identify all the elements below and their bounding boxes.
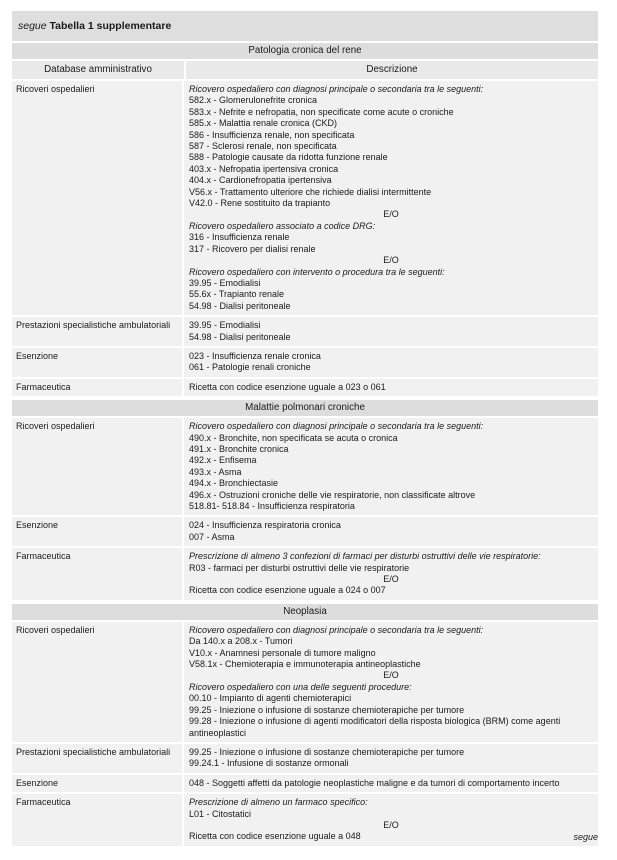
database-cell: Farmaceutica — [12, 548, 184, 600]
description-line: 99.25 - Iniezione o infusione di sostanze chemioterapiche per tumore — [189, 704, 465, 715]
column-header-description: Descrizione — [366, 64, 418, 75]
description-line: L01 - Citostatici — [189, 808, 252, 819]
description-line: Ricovero ospedaliero con diagnosi principale o secondaria tra le seguenti: — [189, 421, 484, 432]
description-line: 588 - Patologie causate da ridotta funzione renale — [189, 152, 388, 163]
description-line: V42.0 - Rene sostituito da trapianto — [189, 198, 331, 209]
description-line: 99.24.1 - Infusione di sostanze ormonali — [189, 758, 349, 769]
description-line: Ricetta con codice esenzione uguale a 024 o 007 — [189, 585, 386, 596]
description-cell — [184, 622, 598, 742]
database-cell: Ricoveri ospedalieri — [12, 418, 184, 515]
table-row — [12, 794, 598, 848]
description-line: 403.x - Nefropatia ipertensiva cronica — [189, 163, 339, 174]
description-line: 587 - Sclerosi renale, non specificata — [189, 141, 337, 152]
description-cell — [184, 744, 598, 773]
description-line: E/O — [383, 819, 399, 830]
database-cell: Esenzione — [12, 775, 184, 792]
database-cell: Esenzione — [12, 517, 184, 546]
table-row — [12, 317, 598, 348]
description-cell — [184, 418, 598, 515]
table-row — [12, 517, 598, 548]
database-cell: Ricoveri ospedalieri — [12, 622, 184, 742]
description-cell — [184, 775, 598, 792]
description-line: 582.x - Glomerulonefrite cronica — [189, 95, 318, 106]
description-line: 54.98 - Dialisi peritoneale — [189, 300, 291, 311]
description-line: Prescrizione di almeno 3 confezioni di farmaci per disturbi ostruttivi delle vie respiratorie: — [189, 551, 541, 562]
table-row — [12, 548, 598, 602]
description-line: Ricetta con codice esenzione uguale a 023 o 061 — [189, 381, 386, 392]
description-cell — [184, 317, 598, 346]
description-line: 404.x - Cardionefropatia ipertensiva — [189, 175, 332, 186]
database-cell: Ricoveri ospedalieri — [12, 81, 184, 315]
description-line: 024 - Insufficienza respiratoria cronica — [189, 520, 341, 531]
table-title — [12, 11, 598, 41]
continued-label: segue — [573, 832, 598, 842]
database-cell: Farmaceutica — [12, 794, 184, 846]
description-line: 494.x - Bronchiectasie — [189, 478, 279, 489]
description-line: 048 - Soggetti affetti da patologie neoplastiche maligne e da tumori di comportamento incerto — [189, 777, 560, 788]
database-cell: Prestazioni specialistiche ambulatoriali — [12, 317, 184, 346]
description-line: E/O — [383, 255, 399, 266]
column-headers — [12, 61, 598, 81]
description-line: Ricetta con codice esenzione uguale a 048 — [189, 831, 361, 842]
description-line: Prescrizione di almeno un farmaco specifico: — [189, 797, 368, 808]
description-line: Da 140.x a 208.x - Tumori — [189, 636, 293, 647]
database-cell: Farmaceutica — [12, 379, 184, 396]
description-line: 99.28 - Iniezione o infusione di agenti modificatori della risposta biologica (BRM) come agenti antineoplastici — [189, 716, 561, 738]
description-line: V56.x - Trattamento ulteriore che richiede dialisi intermittente — [189, 186, 432, 197]
table-row — [12, 81, 598, 317]
description-line: 586 - Insufficienza renale, non specificata — [189, 129, 355, 140]
description-line: 518.81- 518.84 - Insufficienza respiratoria — [189, 501, 355, 511]
description-line: Ricovero ospedaliero con intervento o procedura tra le seguenti: — [189, 266, 445, 277]
description-line: 007 - Asma — [189, 531, 235, 542]
description-line: E/O — [383, 670, 399, 681]
description-cell — [184, 548, 598, 600]
table-body — [12, 41, 598, 848]
description-line: Ricovero ospedaliero con una delle seguenti procedure: — [189, 681, 412, 692]
description-line: V10.x - Anamnesi personale di tumore maligno — [189, 647, 376, 658]
description-cell — [184, 81, 598, 315]
description-line: 490.x - Bronchite, non specificata se acuta o cronica — [189, 432, 398, 443]
section-heading: Malattie polmonari croniche — [12, 398, 598, 418]
supplementary-table — [12, 11, 598, 848]
description-line: 317 - Ricovero per dialisi renale — [189, 243, 316, 254]
description-line: 00.10 - Impianto di agenti chemioterapici — [189, 693, 352, 704]
table-row — [12, 744, 598, 775]
description-cell — [184, 348, 598, 377]
description-cell — [184, 517, 598, 546]
description-line: 583.x - Nefrite e nefropatia, non specificate come acute o croniche — [189, 106, 454, 117]
description-line: 496.x - Ostruzioni croniche delle vie respiratorie, non classificate altrove — [189, 489, 476, 500]
description-line: 061 - Patologie renali croniche — [189, 362, 311, 373]
description-line: 585.x - Malattia renale cronica (CKD) — [189, 118, 338, 129]
section-heading: Patologia cronica del rene — [12, 41, 598, 61]
description-line: 316 - Insufficienza renale — [189, 232, 290, 243]
title-label: Tabella 1 supplementare — [49, 20, 172, 32]
description-line: 491.x - Bronchite cronica — [189, 443, 289, 454]
description-line: Ricovero ospedaliero associato a codice DRG: — [189, 220, 376, 231]
description-line: R03 - farmaci per disturbi ostruttivi delle vie respiratorie — [189, 562, 410, 573]
description-line: 55.6x - Trapianto renale — [189, 289, 285, 300]
description-line: 023 - Insufficienza renale cronica — [189, 350, 321, 361]
database-cell: Prestazioni specialistiche ambulatoriali — [12, 744, 184, 773]
table-row — [12, 775, 598, 794]
table-row — [12, 418, 598, 517]
description-line: 492.x - Enfisema — [189, 455, 257, 466]
title-prefix: segue — [18, 20, 47, 32]
description-cell — [184, 379, 598, 396]
description-line: 39.95 - Emodialisi — [189, 320, 261, 331]
table-row — [12, 622, 598, 744]
description-line: E/O — [383, 209, 399, 220]
description-line: 493.x - Asma — [189, 466, 242, 477]
description-cell — [184, 794, 598, 846]
section-heading: Neoplasia — [12, 602, 598, 622]
column-header-database: Database amministrativo — [12, 61, 186, 79]
description-line: Ricovero ospedaliero con diagnosi principale o secondaria tra le seguenti: — [189, 624, 484, 635]
database-cell: Esenzione — [12, 348, 184, 377]
description-line: 54.98 - Dialisi peritoneale — [189, 331, 291, 342]
table-row — [12, 348, 598, 379]
description-line: Ricovero ospedaliero con diagnosi principale o secondaria tra le seguenti: — [189, 84, 484, 94]
description-line: E/O — [383, 574, 399, 585]
table-row — [12, 379, 598, 398]
description-line: V58.1x - Chemioterapia e immunoterapia antineoplastiche — [189, 659, 421, 670]
description-line: 39.95 - Emodialisi — [189, 277, 261, 288]
description-line: 99.25 - Iniezione o infusione di sostanze chemioterapiche per tumore — [189, 746, 465, 757]
